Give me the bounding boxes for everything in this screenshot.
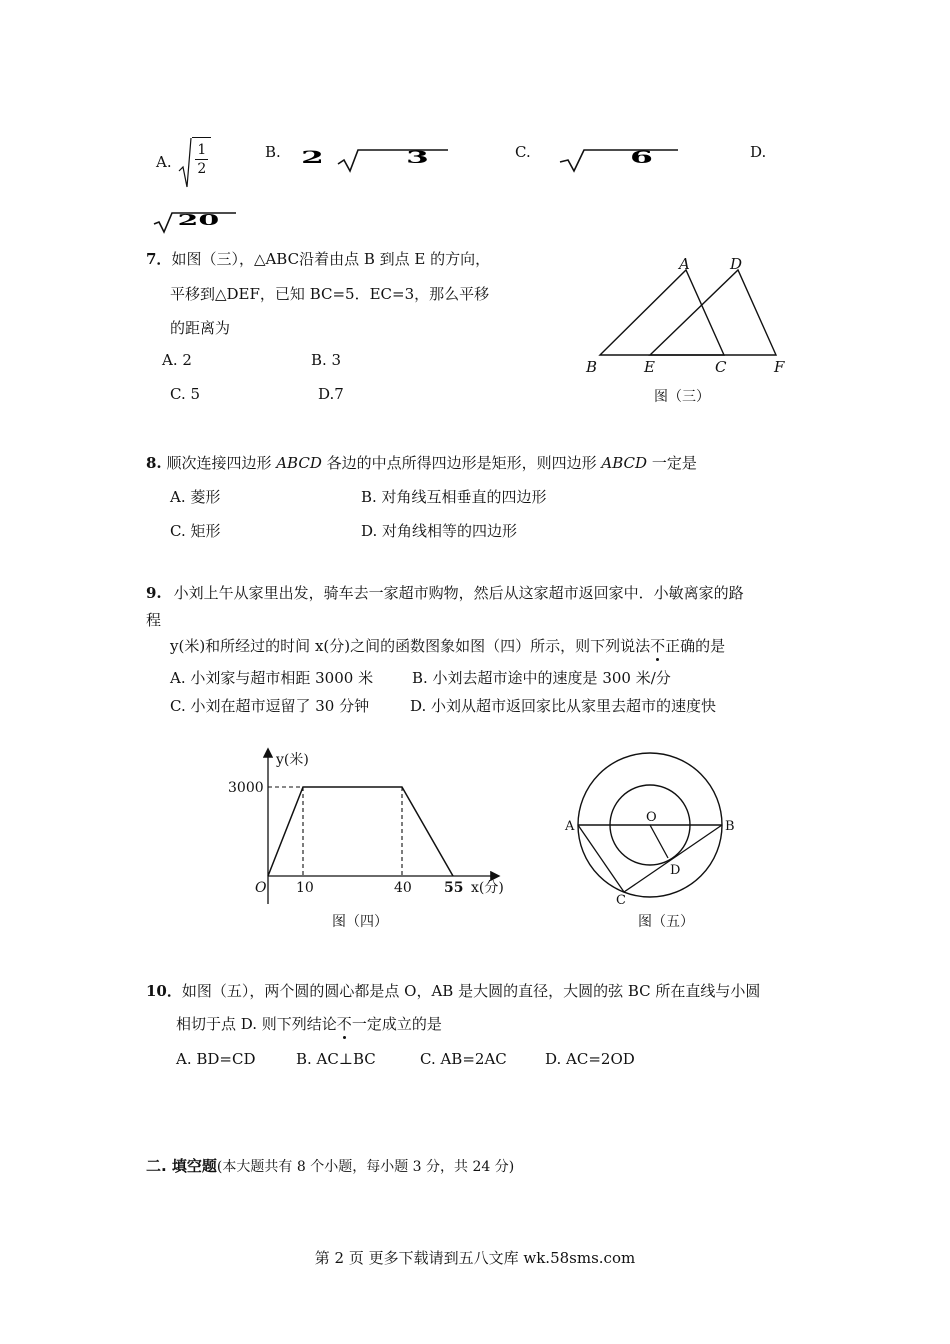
label-e: E [644,358,655,376]
chord-ac [578,825,624,892]
q9-stem-line1b: 程 [146,611,162,629]
root-twenty-expression [152,210,242,236]
q10-stem-line2: 相切于点 D. 则下列结论不一定成立的是 [176,1015,442,1033]
q9-stem-line1: 9. 小刘上午从家里出发，骑车去一家超市购物，然后从这家超市返回家中．小敏离家的路 [146,584,744,602]
svg-text:3: 3 [406,148,429,168]
label-c: C [616,893,626,908]
origin-label: O [255,880,267,896]
q9-stem-line2: y(米)和所经过的时间 x(分)之间的函数图象如图（四）所示，则下列说法不正确的是 [170,637,726,655]
q7-stem-line2: 平移到△DEF，已知 BC=5．EC=3，那么平移 [170,285,490,303]
q8-option-a: A. 菱形 [170,488,221,506]
label-d: D [670,863,681,878]
q10-option-b: B. AC⊥BC [296,1050,376,1068]
q6-option-a: A. $\frac{1}{2}$ [156,137,211,189]
root-six-expression [558,146,688,176]
q9-option-b: B. 小刘去超市途中的速度是 300 米/分 [412,669,671,687]
label-b: B [586,358,598,376]
label-d: D [730,255,743,273]
q6-option-d-expr [152,210,242,240]
q9-option-d: D. 小刘从超市返回家比从家里去超市的速度快 [410,697,717,715]
svg-text:20: 20 [177,211,220,229]
q7-option-b: B. 3 [311,351,342,369]
q6-option-c: C. [515,143,531,161]
q8-stem: 8. 顺次连接四边形 ABCD 各边的中点所得四边形是矩形，则四边形 ABCD 一定是 [146,454,697,472]
figure-3-triangles [578,250,798,410]
q10-option-c: C. AB=2AC [420,1050,507,1068]
triangle-abc [600,270,724,355]
svg-text:6: 6 [630,148,653,168]
q8-option-c: C. 矩形 [170,522,221,540]
figure-5-circles [560,740,750,936]
q6-option-b-expr [298,146,458,176]
page-footer: 第 2 页 更多下载请到五八文库 wk.58sms.com [314,1249,636,1267]
q10-stem-line1: 10．如图（五），两个圆的圆心都是点 O，AB 是大圆的直径，大圆的弦 BC 所在直线与小圆 [146,982,761,1000]
figure-4-graph [222,744,522,936]
triangle-def [650,270,776,355]
q9-option-c: C. 小刘在超市逗留了 30 分钟 [170,697,370,715]
q9-option-a: A. 小刘家与超市相距 3000 米 [170,669,374,687]
chord-bc [624,825,722,892]
q6-option-b: B. [265,143,281,161]
q7-option-a: A. 2 [162,351,192,369]
q7-stem-line3: 的距离为 [170,319,231,337]
q7-stem-line1: 7．如图（三），△ABC沿着由点 B 到点 E 的方向， [146,250,491,268]
q10-option-d: D. AC=2OD [545,1050,635,1068]
distance-line [268,787,453,876]
x-axis-label: x(分) [471,880,504,896]
x-tick-40: 40 [394,880,412,896]
x-tick-10: 10 [296,880,314,896]
label-c: C [715,358,727,376]
two-root-three-expression [298,146,458,176]
figure-5-caption: 图（五） [638,914,694,930]
q10-option-a: A. BD=CD [176,1050,256,1068]
y-axis-label: y(米) [276,752,309,768]
svg-text:2: 2 [301,148,324,168]
label-b: B [725,819,735,834]
radical-sign-icon [178,137,192,189]
y-tick-3000: 3000 [228,780,264,796]
segment-od [650,825,668,858]
x-tick-55: 55 [444,880,464,896]
section-2-heading: 二. 填空题(本大题共有 8 个小题，每小题 3 分，共 24 分) [146,1157,515,1175]
sqrt-one-half: $\frac{1}{2}$ [178,137,211,189]
figure-3-caption: 图（三） [654,389,710,405]
q8-option-b: B. 对角线互相垂直的四边形 [361,488,547,506]
figure-4-caption: 图（四） [332,914,388,930]
label-f: F [774,358,785,376]
q6-option-c-expr [558,146,688,180]
q8-option-d: D. 对角线相等的四边形 [361,522,518,540]
q6-option-d: D. [750,143,767,161]
q7-option-c: C. 5 [170,385,201,403]
label-a: A [679,255,690,273]
label-a: A [565,819,575,834]
q7-option-d: D.7 [318,385,344,403]
label-o: O [646,810,657,825]
